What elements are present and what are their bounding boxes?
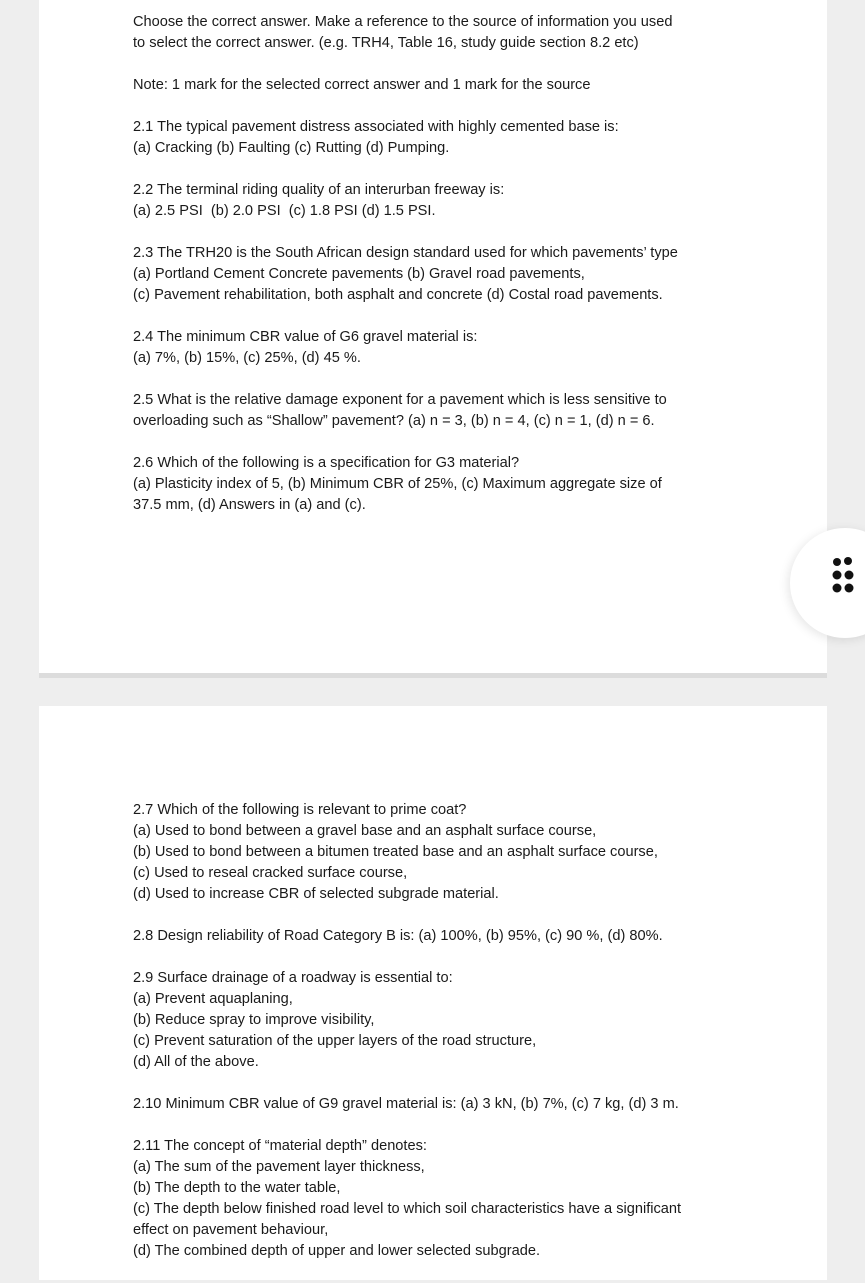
page-2-content bbox=[133, 800, 773, 1283]
options-line: (a) Cracking (b) Faulting (c) Rutting (d) Pumping. bbox=[133, 140, 450, 156]
page-divider bbox=[39, 673, 827, 678]
options-line: overloading such as “Shallow” pavement? (a) n = 3, (b) n = 4, (c) n = 1, (d) n = 6. bbox=[133, 413, 655, 429]
question-2-8 bbox=[133, 926, 773, 947]
options-line: (a) Used to bond between a gravel base and an asphalt surface course, bbox=[133, 823, 597, 839]
question-2-10 bbox=[133, 1094, 773, 1115]
options-line: (d) Used to increase CBR of selected subgrade material. bbox=[133, 886, 499, 902]
options-line: (c) The depth below finished road level to which soil characteristics have a significant bbox=[133, 1201, 682, 1217]
question-2-5 bbox=[133, 390, 773, 432]
options-line: (b) Used to bond between a bitumen treated base and an asphalt surface course, bbox=[133, 844, 658, 860]
question-2-9 bbox=[133, 968, 773, 1073]
options-line: (d) The combined depth of upper and lower selected subgrade. bbox=[133, 1243, 540, 1259]
options-line: (a) 2.5 PSI (b) 2.0 PSI (c) 1.8 PSI (d) 1.5 PSI. bbox=[133, 203, 436, 219]
options-line: (c) Prevent saturation of the upper layers of the road structure, bbox=[133, 1033, 537, 1049]
question-line: 2.4 The minimum CBR value of G6 gravel material is: bbox=[133, 329, 478, 345]
options-line: effect on pavement behaviour, bbox=[133, 1222, 329, 1238]
question-line: 2.2 The terminal riding quality of an interurban freeway is: bbox=[133, 182, 505, 198]
dots-menu-icon[interactable] bbox=[831, 556, 861, 598]
options-line: (c) Pavement rehabilitation, both asphalt and concrete (d) Costal road pavements. bbox=[133, 287, 663, 303]
options-line: 37.5 mm, (d) Answers in (a) and (c). bbox=[133, 497, 366, 513]
options-line: (a) Plasticity index of 5, (b) Minimum CBR of 25%, (c) Maximum aggregate size of bbox=[133, 476, 662, 492]
question-2-4 bbox=[133, 327, 773, 369]
options-line: (b) Reduce spray to improve visibility, bbox=[133, 1012, 375, 1028]
options-line: (c) Used to reseal cracked surface course, bbox=[133, 865, 408, 881]
question-2-7 bbox=[133, 800, 773, 905]
question-line: 2.5 What is the relative damage exponent for a pavement which is less sensitive to bbox=[133, 392, 667, 408]
question-2-1 bbox=[133, 117, 773, 159]
options-line: (d) All of the above. bbox=[133, 1054, 259, 1070]
options-line: (a) Portland Cement Concrete pavements (b) Gravel road pavements, bbox=[133, 266, 585, 282]
note-text: Note: 1 mark for the selected correct answer and 1 mark for the source bbox=[133, 77, 591, 93]
question-line: 2.3 The TRH20 is the South African design standard used for which pavements’ type bbox=[133, 245, 678, 261]
mark-note bbox=[133, 75, 773, 96]
question-2-6 bbox=[133, 453, 773, 516]
instructions-line: to select the correct answer. (e.g. TRH4, Table 16, study guide section 8.2 etc) bbox=[133, 35, 639, 51]
question-line: 2.1 The typical pavement distress associated with highly cemented base is: bbox=[133, 119, 619, 135]
instructions bbox=[133, 12, 773, 54]
question-line: 2.8 Design reliability of Road Category B is: (a) 100%, (b) 95%, (c) 90 %, (d) 80%. bbox=[133, 928, 663, 944]
options-line: (b) The depth to the water table, bbox=[133, 1180, 341, 1196]
options-line: (a) Prevent aquaplaning, bbox=[133, 991, 293, 1007]
instructions-line: Choose the correct answer. Make a reference to the source of information you used bbox=[133, 14, 673, 30]
question-2-3 bbox=[133, 243, 773, 306]
options-line: (a) The sum of the pavement layer thickness, bbox=[133, 1159, 425, 1175]
options-line: (a) 7%, (b) 15%, (c) 25%, (d) 45 %. bbox=[133, 350, 361, 366]
question-line: 2.11 The concept of “material depth” denotes: bbox=[133, 1138, 427, 1154]
question-line: 2.10 Minimum CBR value of G9 gravel material is: (a) 3 kN, (b) 7%, (c) 7 kg, (d) 3 m. bbox=[133, 1096, 679, 1112]
question-2-2 bbox=[133, 180, 773, 222]
question-2-11 bbox=[133, 1136, 773, 1262]
question-line: 2.7 Which of the following is relevant to prime coat? bbox=[133, 802, 467, 818]
page-1-content bbox=[133, 12, 773, 537]
question-line: 2.9 Surface drainage of a roadway is essential to: bbox=[133, 970, 453, 986]
question-line: 2.6 Which of the following is a specification for G3 material? bbox=[133, 455, 520, 471]
